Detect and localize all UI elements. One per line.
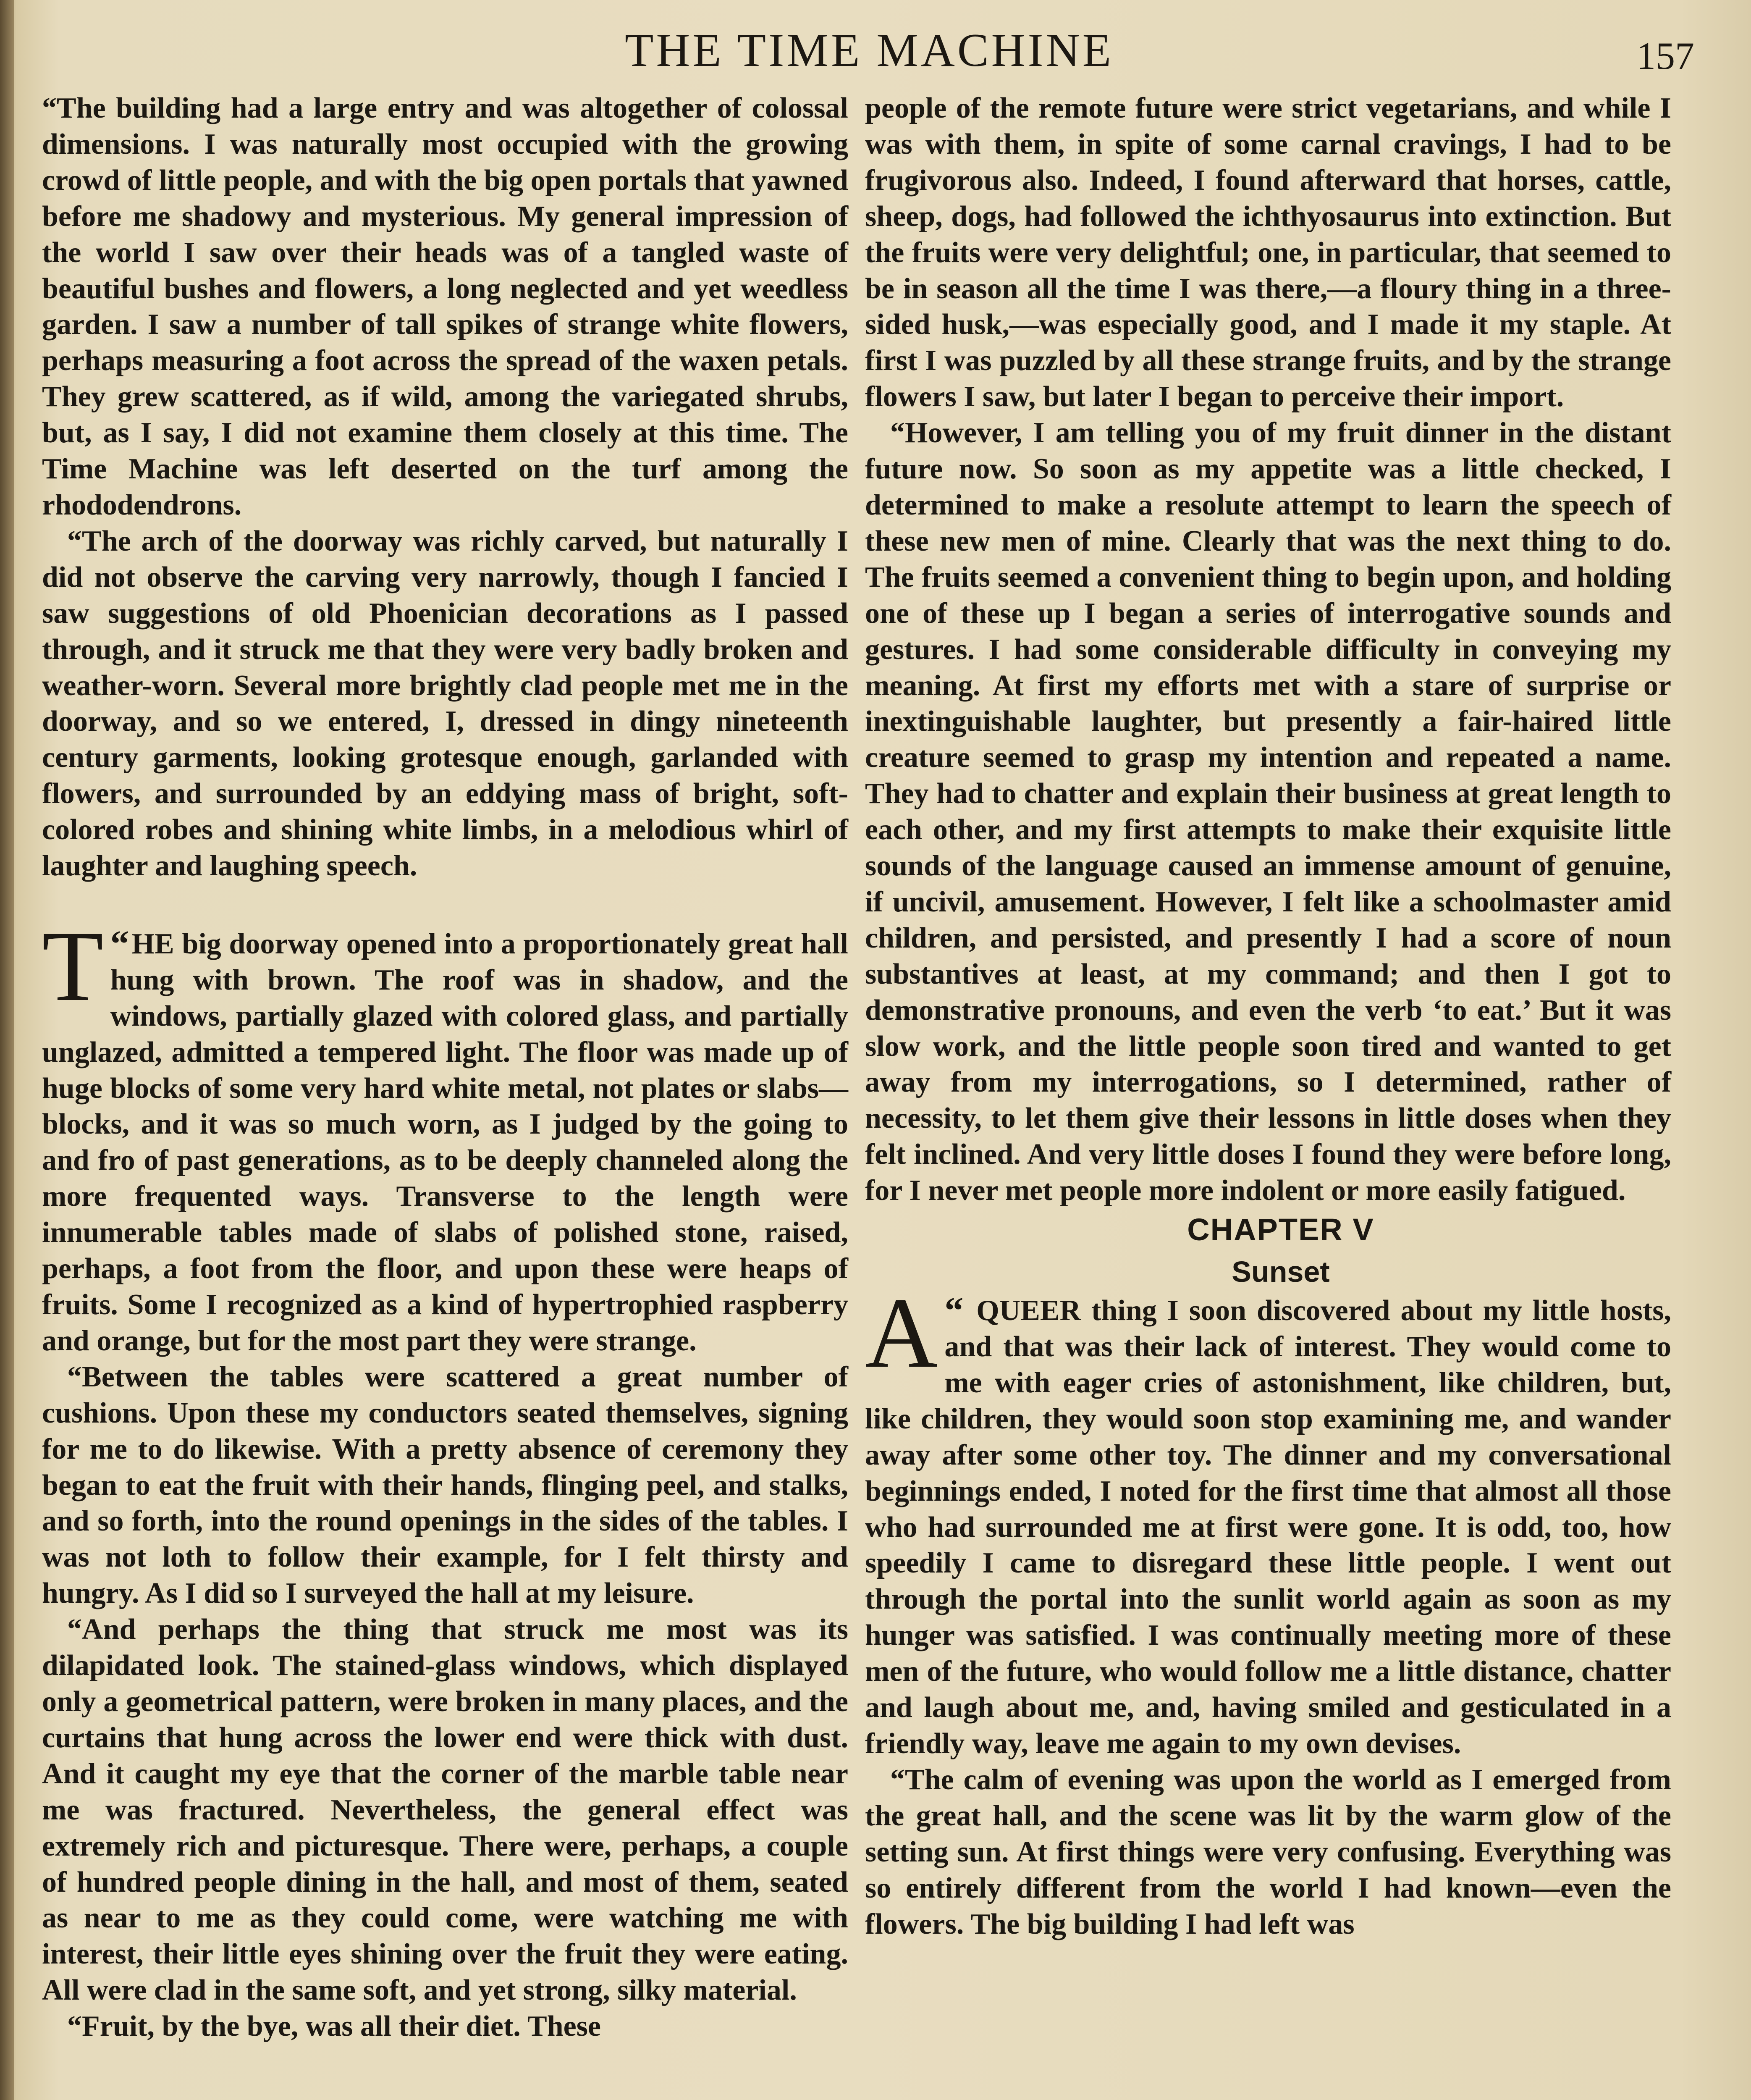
running-title: THE TIME MACHINE (624, 24, 1114, 76)
paragraph-text: QUEER thing I soon discovered about my little hosts, and that was their lack of interest. They would come to me with eager cries of astonishment, like children, but, like children, they would soon stop examining me, and wander away after some other toy. The dinner and my conversational beginnings ended, I noted for the first time that almost all those who had surrounded me at first were gone. It is odd, too, how speedily I came to disregard these little people. I went out through the portal into the sunlit world again as soon as my hunger was satisfied. I was continually meeting more of these men of the future, who would follow me a little distance, chatter and laugh about me, and, having smiled and gesticulated in a friendly way, leave me again to my own devises. (865, 1294, 1671, 1760)
paragraph-with-dropcap (865, 1277, 1671, 1762)
page-spine-shadow (0, 0, 14, 2100)
paragraph: “The building had a large entry and was altogether of colossal dimensions. I was naturally most occupied with the growing crowd of little people, and with the big open portals that yawned before me shadowy and mysterious. My general impression of the world I saw over their heads was of a tangled waste of beautiful bushes and flowers, a long neglected and yet weedless garden. I saw a number of tall spikes of strange white flowers, perhaps measuring a foot across the spread of the waxen petals. They grew scattered, as if wild, among the variegated shrubs, but, as I say, I did not examine them closely at this time. The Time Machine was left deserted on the turf among the rhododendrons. (42, 92, 848, 521)
drop-cap-letter: A (865, 1277, 938, 1389)
paragraph: “The calm of evening was upon the world as I emerged from the great hall, and the scene was lit by the warm glow of the setting sun. At first things were very confusing. Everything was so entirely different from the world I had known—even the flowers. The big building I had left was (865, 1763, 1671, 1940)
paragraph: “The arch of the doorway was richly carved, but naturally I did not observe the carving very narrowly, though I fancied I saw suggestions of old Phoenician decorations as I passed through, and it struck me that they were very badly broken and weather-worn. Several more brightly clad people met me in the doorway, and so we entered, I, dressed in dingy nineteenth century garments, looking grotesque enough, garlanded with flowers, and surrounded by an eddying mass of bright, soft-colored robes and shining white limbs, in a melodious whirl of laughter and laughing speech. (42, 525, 848, 882)
chapter-title: CHAPTER V (1187, 1212, 1374, 1247)
paragraph-text: HE big doorway opened into a proportionately great hall hung with brown. The roof was in shadow, and the windows, partially glazed with colored glass, and partially unglazed, admitted a tempered light. The floor was made up of huge blocks of some very hard white metal, not plates or slabs—blocks, and it was so much worn, as I judged by the going to and fro of past generations, as to be deeply channeled along the more frequented ways. Transverse to the length were innumerable tables made of slabs of polished stone, raised, perhaps, a foot from the floor, and upon these were heaps of fruits. Some I recognized as a kind of hypertrophied raspberry and orange, but for the most part they were strange. (42, 927, 848, 1357)
paragraph: “Between the tables were scattered a great number of cushions. Upon these my conductors seated themselves, signing for me to do likewise. With a pretty absence of ceremony they began to eat the fruit with their hands, flinging peel, and stalks, and so forth, into the round openings in the sides of the tables. I was not loth to follow their example, for I felt thirsty and hungry. As I did so I surveyed the hall at my leisure. (42, 1360, 848, 1610)
paragraph: people of the remote future were strict vegetarians, and while I was with them, in spite of some carnal cravings, I had to be frugivorous also. Indeed, I found afterward that horses, cattle, sheep, dogs, had followed the ichthyosaurus into extinction. But the fruits were very delightful; one, in particular, that seemed to be in season all the time I was there,—a floury thing in a three-sided husk,—was especially good, and I made it my staple. At first I was puzzled by all these strange fruits, and by the strange flowers I saw, but later I began to perceive their import. (865, 92, 1671, 413)
opening-quote: “ (944, 1290, 964, 1332)
paragraph-with-dropcap (42, 910, 848, 1359)
page-number: 157 (1636, 34, 1694, 77)
paragraph: “And perhaps the thing that struck me most was its dilapidated look. The stained-glass windows, which displayed only a geometrical pattern, were broken in many places, and the curtains that hung across the lower end were thick with dust. And it caught my eye that the corner of the marble table near me was fractured. Nevertheless, the general effect was extremely rich and picturesque. There were, perhaps, a couple of hundred people dining in the hall, and most of them, seated as near to me as they could come, were watching me with interest, their little eyes shining over the fruit they were eating. All were clad in the same soft, and yet strong, silky material. (42, 1613, 848, 2007)
chapter-subtitle: Sunset (1232, 1255, 1330, 1289)
left-column (42, 90, 848, 2045)
opening-quote: “ (110, 923, 129, 965)
right-column (865, 90, 1671, 1942)
paragraph: “Fruit, by the bye, was all their diet. These (67, 2010, 601, 2043)
drop-cap-letter: T (42, 910, 104, 1022)
paragraph: “However, I am telling you of my fruit dinner in the distant future now. So soon as my appetite was a little checked, I determined to make a resolute attempt to learn the speech of these new men of mine. Clearly that was the next thing to do. The fruits seemed a convenient thing to begin upon, and holding one of these up I began a series of interrogative sounds and gestures. I had some considerable difficulty in conveying my meaning. At first my efforts met with a stare of surprise or inextinguishable laughter, but presently a fair-haired little creature seemed to grasp my intention and repeated a name. They had to chatter and explain their business at great length to each other, and my first attempts to make their exquisite little sounds of the language caused an immense amount of genuine, if uncivil, amusement. However, I felt like a schoolmaster amid children, and persisted, and presently I had a score of noun substantives at least, at my command; and then I got to demonstrative pronouns, and even the verb ‘to eat.’ But it was slow work, and the little people soon tired and wanted to get away from my interrogations, so I determined, rather of necessity, to let them give their lessons in little doses when they felt inclined. And very little doses I found they were before long, for I never met people more indolent or more easily fatigued. (865, 417, 1671, 1207)
